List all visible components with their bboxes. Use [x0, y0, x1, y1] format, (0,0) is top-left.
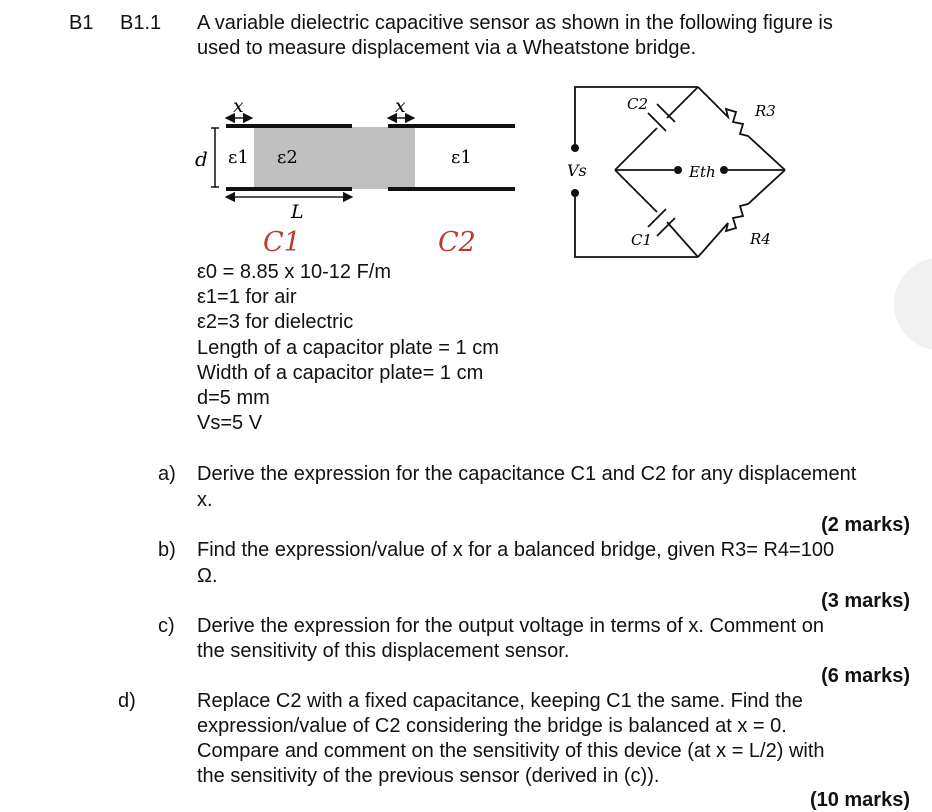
vs-label: Vs — [567, 161, 587, 180]
question-d-line1: Replace C2 with a fixed capacitance, keeping C1 the same. Find the — [197, 690, 803, 712]
question-a-line2: x. — [197, 489, 213, 511]
given-width: Width of a capacitor plate= 1 cm — [197, 362, 484, 384]
given-eps0: ε0 = 8.85 x 10-12 F/m — [197, 261, 392, 283]
eth-terminal-right — [720, 166, 728, 174]
r4-resistor — [698, 170, 785, 257]
vs-terminal-top — [571, 144, 579, 152]
given-d: d=5 mm — [197, 387, 270, 409]
section-label: B1 — [69, 12, 94, 34]
intro-line-1: A variable dielectric capacitive sensor as shown in the following figure is — [197, 12, 833, 34]
question-c-line2: the sensitivity of this displacement sensor. — [197, 640, 570, 662]
c1-label: C1 — [263, 227, 301, 258]
question-a-marks: (2 marks) — [821, 514, 910, 536]
given-length: Length of a capacitor plate = 1 cm — [197, 337, 499, 359]
x-left-label: x — [233, 95, 244, 117]
question-d-line3: Compare and comment on the sensitivity of this device (at x = L/2) with — [197, 740, 825, 762]
bridge-c1-label: C1 — [631, 231, 653, 249]
question-b-label: b) — [158, 539, 176, 561]
question-c-line1: Derive the expression for the output voltage in terms of x. Comment on — [197, 615, 824, 637]
question-d-line4: the sensitivity of the previous sensor (derived in (c)). — [197, 765, 660, 787]
question-c-marks: (6 marks) — [821, 665, 910, 687]
question-d-line2: expression/value of C2 considering the bridge is balanced at x = 0. — [197, 715, 787, 737]
bridge-c2-label: C2 — [627, 95, 649, 113]
c2-label: C2 — [438, 227, 476, 258]
wire-c2-a — [667, 87, 698, 118]
l-label: L — [291, 201, 304, 223]
given-vs: Vs=5 V — [197, 412, 263, 434]
question-b-line1: Find the expression/value of x for a balanced bridge, given R3= R4=100 — [197, 539, 835, 561]
wire-c1-b — [667, 222, 698, 257]
bridge-eth-label: Eth — [689, 163, 716, 181]
question-d-marks: (10 marks) — [809, 789, 910, 811]
eth-terminal-left — [674, 166, 682, 174]
question-d-label: d) — [118, 690, 136, 712]
question-b-line2: Ω. — [197, 565, 218, 587]
question-a-line1: Derive the expression for the capacitance C1 and C2 for any displacement — [197, 463, 857, 485]
given-eps1: ε1=1 for air — [197, 286, 297, 308]
wire-c2-b — [615, 128, 657, 170]
d-label: d — [195, 147, 208, 171]
vs-terminal-bottom — [571, 189, 579, 197]
eps2-label: ε2 — [277, 147, 298, 168]
bridge-r4-label: R4 — [750, 230, 771, 248]
question-number: B1.1 — [120, 12, 162, 34]
question-a-label: a) — [158, 463, 176, 485]
question-c-label: c) — [158, 615, 175, 637]
wire-c1-a — [615, 170, 657, 212]
x-right-label: x — [395, 95, 406, 117]
r3-resistor — [698, 87, 785, 170]
eps1-right-label: ε1 — [451, 147, 472, 168]
bridge-r3-label: R3 — [755, 102, 776, 120]
intro-line-2: used to measure displacement via a Wheatstone bridge. — [197, 37, 697, 59]
eps1-left-label: ε1 — [228, 147, 249, 168]
question-b-marks: (3 marks) — [821, 590, 910, 612]
given-eps2: ε2=3 for dielectric — [197, 311, 354, 333]
